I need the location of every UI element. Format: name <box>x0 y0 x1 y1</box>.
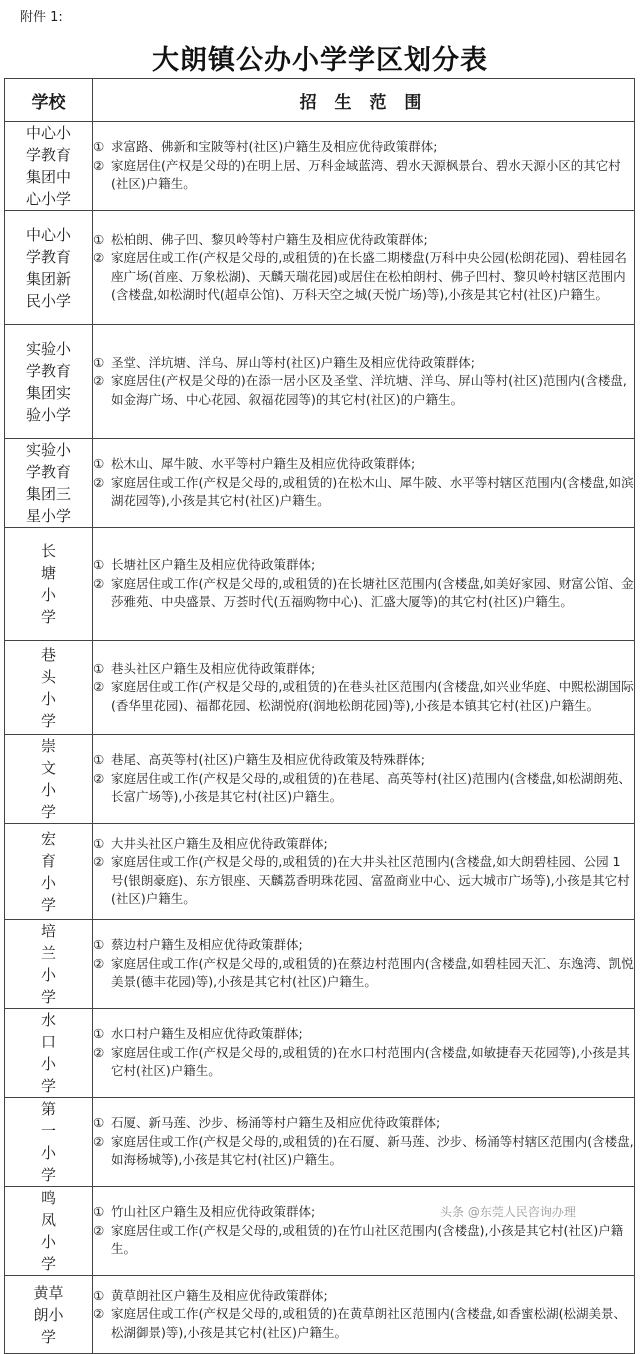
school-name: 培兰小学 <box>40 922 56 1006</box>
range-item <box>93 556 634 575</box>
school-name: 中心小学教育集团中心小学 <box>25 124 71 208</box>
school-cell <box>5 1276 93 1354</box>
range-item <box>93 157 634 194</box>
item-text: 圣堂、洋坑塘、洋乌、屏山等村(社区)户籍生及相应优待政策群体; <box>111 354 475 370</box>
item-marker: ② <box>93 854 105 869</box>
range-item <box>93 660 634 679</box>
item-text: 蔡边村户籍生及相应优待政策群体; <box>111 937 303 953</box>
school-cell <box>5 824 93 920</box>
school-name: 第一小学 <box>40 1100 56 1184</box>
item-text: 家庭居住或工作(产权是父母的,或租赁的)在石厦、新马莲、沙步、杨涌等村辖区范围内(含楼盘,如海杨城等),小孩是其它村(社区)户籍生。 <box>111 1133 634 1168</box>
range-cell <box>93 735 635 824</box>
item-text: 巷尾、高英等村(社区)户籍生及相应优待政策及特殊群体; <box>111 752 425 768</box>
item-marker: ① <box>93 354 105 370</box>
range-item <box>93 936 634 955</box>
table-row <box>5 735 635 824</box>
range-cell <box>93 1187 635 1276</box>
item-marker: ② <box>93 1222 105 1238</box>
table-row <box>5 824 635 920</box>
item-text: 家庭居住或工作(产权是父母的,或租赁的)在长塘社区范围内(含楼盘,如美好家园、财富公馆、金莎雅苑、中央盛景、万荟时代(五福购物中心)、汇盛大厦等)的其它村(社区)户籍生。 <box>111 575 634 610</box>
range-cell <box>93 325 635 439</box>
range-cell <box>93 211 635 325</box>
item-text: 求富路、佛新和宝陂等村(社区)户籍生及相应优待政策群体; <box>111 139 438 155</box>
range-item <box>93 455 634 474</box>
school-cell <box>5 1009 93 1098</box>
range-item <box>93 1222 634 1259</box>
range-item <box>93 1287 634 1306</box>
table-row <box>5 641 635 735</box>
item-marker: ① <box>93 1115 105 1131</box>
item-text: 家庭居住或工作(产权是父母的,或租赁的)在松木山、犀牛陂、水平等村辖区范围内(含楼盘,如滨湖花园等),小孩是其它村(社区)户籍生。 <box>111 474 634 509</box>
item-marker: ① <box>93 1204 105 1220</box>
item-marker: ② <box>93 575 105 591</box>
school-column-header: 学校 <box>5 79 93 122</box>
item-marker: ② <box>93 770 105 786</box>
range-item <box>93 1044 634 1081</box>
school-name: 鸣凤小学 <box>40 1189 56 1273</box>
item-marker: ② <box>93 250 105 265</box>
item-marker: ① <box>93 937 105 953</box>
table-row <box>5 1276 635 1354</box>
range-item <box>93 678 634 715</box>
range-cell <box>93 920 635 1009</box>
school-cell <box>5 641 93 735</box>
watermark: 头条 @东莞人民咨询办理 <box>440 1205 576 1219</box>
item-text: 石厦、新马莲、沙步、杨涌等村户籍生及相应优待政策群体; <box>111 1115 441 1131</box>
item-text: 大井头社区户籍生及相应优待政策群体; <box>111 835 328 851</box>
item-text: 家庭居住(产权是父母的)在明上居、万科金域蓝湾、碧水天源枫景台、碧水天源小区的其它村(社区)户籍生。 <box>111 157 621 192</box>
item-marker: ② <box>93 1044 105 1060</box>
school-name: 实验小学教育集团三星小学 <box>25 441 71 525</box>
school-cell <box>5 1098 93 1187</box>
range-item <box>93 354 634 373</box>
table-header-row <box>5 79 635 122</box>
table-row <box>5 528 635 641</box>
item-text: 松木山、犀牛陂、水平等村户籍生及相应优待政策群体; <box>111 456 416 472</box>
item-marker: ① <box>93 835 105 851</box>
item-text: 松柏朗、佛子凹、黎贝岭等村户籍生及相应优待政策群体; <box>111 231 428 247</box>
item-text: 长塘社区户籍生及相应优待政策群体; <box>111 557 316 573</box>
item-text: 家庭居住或工作(产权是父母的,或租赁的)在巷头社区范围内(含楼盘,如兴业华庭、中熙松湖国际(香华里花园)、福都花园、松湖悦府(润地松朗花园)等),小孩是本镇其它村(社区)户籍生。 <box>111 679 634 713</box>
range-cell <box>93 1276 635 1354</box>
range-cell <box>93 439 635 528</box>
school-name: 巷头小学 <box>40 645 56 730</box>
item-text: 巷头社区户籍生及相应优待政策群体; <box>111 660 316 676</box>
school-cell <box>5 1187 93 1276</box>
school-name: 中心小学教育集团新民小学 <box>25 225 71 310</box>
range-item <box>93 474 634 511</box>
range-item <box>93 1305 634 1342</box>
item-text: 家庭居住(产权是父母的)在添一居小区及圣堂、洋坑塘、洋乌、屏山等村(社区)范围内(含楼盘,如金海广场、中心花园、叙福花园等)的其它村(社区)的户籍生。 <box>111 373 627 407</box>
item-marker: ① <box>93 1287 105 1303</box>
table-row <box>5 325 635 439</box>
table-row <box>5 1009 635 1098</box>
range-item <box>93 372 634 409</box>
range-item <box>93 1114 634 1133</box>
range-item <box>93 853 634 909</box>
school-cell <box>5 920 93 1009</box>
table-row <box>5 122 635 211</box>
range-cell <box>93 824 635 920</box>
school-cell <box>5 122 93 211</box>
item-marker: ② <box>93 679 105 695</box>
item-marker: ① <box>93 1026 105 1042</box>
range-item <box>93 249 634 305</box>
range-cell <box>93 1098 635 1187</box>
school-name: 水口小学 <box>40 1011 56 1095</box>
range-cell <box>93 1009 635 1098</box>
table-row <box>5 439 635 528</box>
range-item <box>93 1025 634 1044</box>
item-marker: ② <box>93 474 105 490</box>
item-marker: ① <box>93 557 105 573</box>
table-body <box>5 122 635 1354</box>
range-cell <box>93 641 635 735</box>
item-marker: ① <box>93 752 105 768</box>
item-text: 竹山社区户籍生及相应优待政策群体; <box>111 1204 316 1220</box>
item-text: 家庭居住或工作(产权是父母的,或租赁的)在巷尾、高英等村(社区)范围内(含楼盘,如松湖朗苑、长富广场等),小孩是其它村(社区)户籍生。 <box>111 770 631 805</box>
range-item <box>93 1133 634 1170</box>
range-item <box>93 955 634 992</box>
school-cell <box>5 735 93 824</box>
item-marker: ① <box>93 660 105 676</box>
item-text: 水口村户籍生及相应优待政策群体; <box>111 1026 303 1042</box>
school-cell <box>5 439 93 528</box>
item-marker: ① <box>93 456 105 472</box>
range-item <box>93 751 634 770</box>
item-text: 家庭居住或工作(产权是父母的,或租赁的)在蔡边村范围内(含楼盘,如碧桂园天汇、东逸湾、凯悦美景(德丰花园)等),小孩是其它村(社区)户籍生。 <box>111 955 634 990</box>
school-name: 崇文小学 <box>40 737 56 821</box>
school-name: 长塘小学 <box>40 542 56 626</box>
school-cell <box>5 528 93 641</box>
range-cell <box>93 122 635 211</box>
page-title: 大朗镇公办小学学区划分表 <box>152 45 488 76</box>
item-marker: ① <box>93 139 105 155</box>
item-text: 黄草朗社区户籍生及相应优待政策群体; <box>111 1287 328 1303</box>
item-marker: ② <box>93 157 105 173</box>
table-row <box>5 1187 635 1276</box>
range-item <box>93 231 634 250</box>
range-item <box>93 835 634 854</box>
item-marker: ② <box>93 955 105 971</box>
attachment-label: 附件 1: <box>20 10 63 25</box>
range-cell <box>93 528 635 641</box>
range-item <box>93 770 634 807</box>
range-column-header: 招 生 范 围 <box>93 79 635 122</box>
item-text: 家庭居住或工作(产权是父母的,或租赁的)在竹山社区范围内(含楼盘),小孩是其它村(社区)户籍生。 <box>111 1222 624 1257</box>
item-text: 家庭居住或工作(产权是父母的,或租赁的)在黄草朗社区范围内(含楼盘,如香蜜松湖(松湖美景、松湖御景)等),小孩是其它村(社区)户籍生。 <box>111 1306 626 1340</box>
item-text: 家庭居住或工作(产权是父母的,或租赁的)在水口村范围内(含楼盘,如敏捷春天花园等),小孩是其它村(社区)户籍生。 <box>111 1044 630 1079</box>
school-name: 黄草朗小学 <box>33 1283 64 1346</box>
item-marker: ② <box>93 373 105 389</box>
item-text: 家庭居住或工作(产权是父母的,或租赁的)在大井头社区范围内(含楼盘,如大朗碧桂园、公园 1 号(银朗豪庭)、东方银座、天麟荔香明珠花园、富盈商业中心、远大城市广场等),小孩是其它村(社区)户籍生。 <box>111 854 630 906</box>
range-item <box>93 575 634 612</box>
table-row <box>5 211 635 325</box>
school-cell <box>5 325 93 439</box>
school-name: 实验小学教育集团实验小学 <box>25 339 71 424</box>
item-marker: ① <box>93 231 105 247</box>
table-row <box>5 1098 635 1187</box>
item-text: 家庭居住或工作(产权是父母的,或租赁的)在长盛二期楼盘(万科中央公园(松朗花园)、碧桂园名座广场(首座、万象松湖)、天麟天瑞花园)或居住在松柏朗村、佛子凹村、黎贝岭村辖区范围内(含楼盘,如松湖时代(超卓公馆)、万科天空之城(天悦广场)等),小孩是其它村(社区)户籍生。 <box>111 250 627 302</box>
school-cell <box>5 211 93 325</box>
school-name: 宏育小学 <box>40 829 56 914</box>
table-row <box>5 920 635 1009</box>
school-zone-table <box>4 78 635 1354</box>
range-item <box>93 138 634 157</box>
item-marker: ② <box>93 1306 105 1322</box>
item-marker: ② <box>93 1133 105 1149</box>
